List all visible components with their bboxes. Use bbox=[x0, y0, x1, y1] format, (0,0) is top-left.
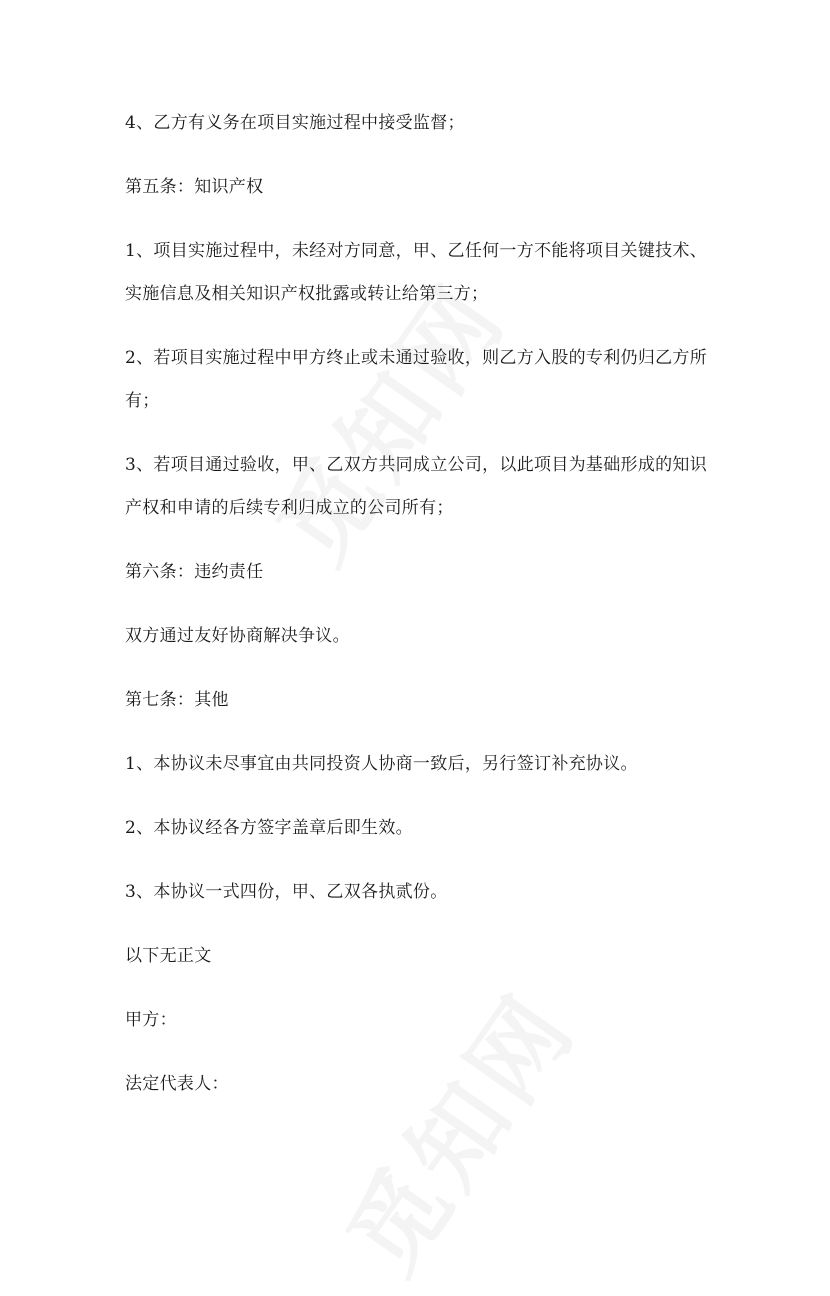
article-6-body: 双方通过友好协商解决争议。 bbox=[125, 626, 350, 646]
article-7-heading: 第七条：其他 bbox=[125, 690, 229, 710]
article-5-heading: 第五条：知识产权 bbox=[125, 177, 264, 197]
clause-4-supervision: 4、乙方有义务在项目实施过程中接受监督； bbox=[125, 113, 465, 133]
article-5-item-1: 1、项目实施过程中，未经对方同意，甲、乙任何一方不能将项目关键技术、实施信息及相关知识产权批露或转让给第三方； bbox=[125, 241, 708, 304]
article-5-item-2: 2、若项目实施过程中甲方终止或未通过验收，则乙方入股的专利仍归乙方所有； bbox=[125, 348, 708, 411]
article-5-item-3: 3、若项目通过验收，甲、乙双方共同成立公司，以此项目为基础形成的知识产权和申请的后续专利归成立的公司所有； bbox=[125, 455, 708, 518]
party-a-label: 甲方： bbox=[125, 1010, 177, 1030]
article-7-item-1: 1、本协议未尽事宜由共同投资人协商一致后，另行签订补充协议。 bbox=[125, 754, 638, 774]
end-of-text-note: 以下无正文 bbox=[125, 946, 212, 966]
article-7-item-2: 2、本协议经各方签字盖章后即生效。 bbox=[125, 818, 413, 838]
document-body bbox=[125, 102, 715, 1127]
legal-representative-label: 法定代表人： bbox=[125, 1074, 229, 1094]
article-7-item-3: 3、本协议一式四份，甲、乙双各执贰份。 bbox=[125, 882, 448, 902]
article-6-heading: 第六条：违约责任 bbox=[125, 562, 264, 582]
